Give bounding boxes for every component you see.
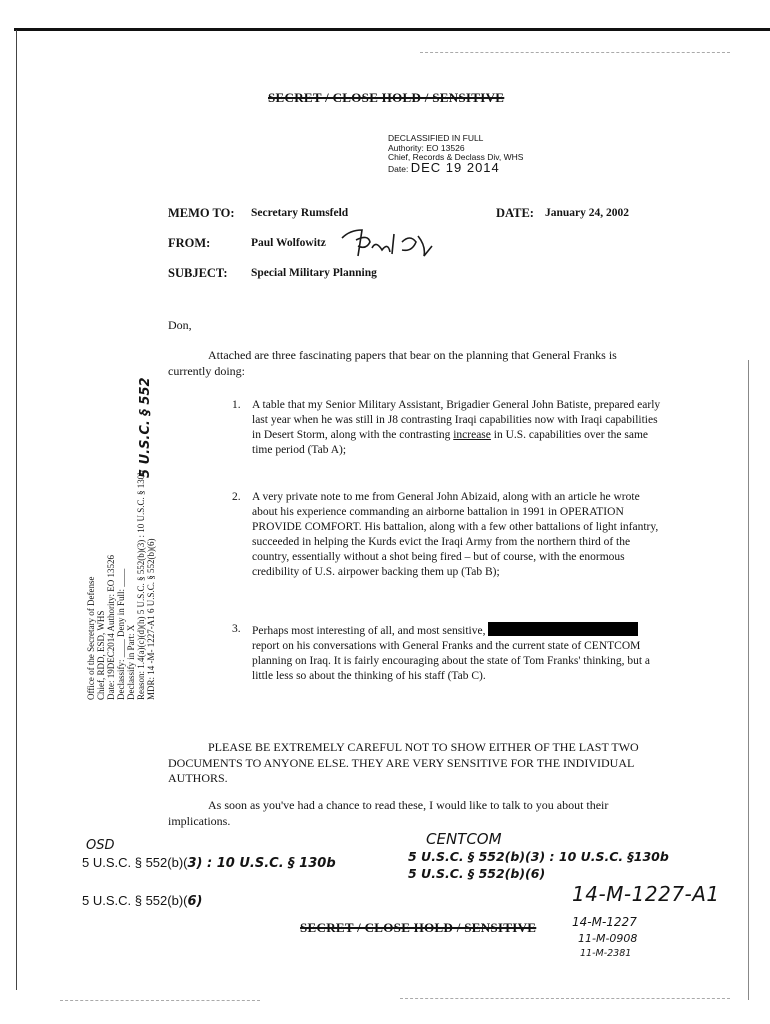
salutation: Don, xyxy=(168,318,192,332)
underlined-word: increase xyxy=(453,429,491,441)
date-value: January 24, 2002 xyxy=(545,207,630,219)
classification-top: SECRET / CLOSE HOLD / SENSITIVE xyxy=(268,90,505,105)
centcom-exemption-2: 5 U.S.C. § 552(b)(6) xyxy=(408,866,546,881)
date-label: DATE: xyxy=(496,206,534,220)
scan-left-border xyxy=(16,30,17,990)
list-number: 2. xyxy=(232,491,241,503)
declass-date-row xyxy=(388,159,523,175)
list-item-3: Perhaps most interesting of all, and most sensitive, report on his conversations with General Franks and the current state of CENTCOM planning on Iraq. It is fairly encouraging about the state of Tom Franks' thinking, but a little less so about the thinking of his staff (Tab C). xyxy=(252,622,662,684)
closing-paragraph: As soon as you've had a chance to read these, I would like to talk to you about their implications. xyxy=(168,798,609,828)
declass-authority: Authority: EO 13526 xyxy=(388,142,465,153)
osd-exemption-1: 5 U.S.C. § 552(b)(3) : 10 U.S.C. § 130b xyxy=(82,855,336,871)
signature-image xyxy=(340,220,440,268)
list-item-1: A table that my Senior Military Assistant, Brigadier General John Batiste, prepared early last year when he was still in J8 contrasting Iraqi capabilities now with Iraqi capabilities in Desert Storm, along with the contrasting increase in U.S. capabilities over the same time period (Tab A); xyxy=(252,399,661,456)
case-number: 14-M-1227-A1 xyxy=(572,882,720,906)
classification-bottom: SECRET / CLOSE HOLD / SENSITIVE xyxy=(300,920,537,935)
from-value: Paul Wolfowitz xyxy=(251,237,326,249)
declass-status: DECLASSIFIED IN FULL xyxy=(388,133,484,143)
reference-number-2: 11-M-0908 xyxy=(578,932,638,945)
declass-date-label: Date: xyxy=(388,163,409,174)
vertical-declass-stamp: Office of the Secretary of Defense Chief, RDD, ESD, WHS Date: 19DEC2014 Authority: EO 13526 Declassify: ____ Deny in Full: ____ Declassify in Part: X Reason: 1.4(a)(c)(d)(h) 5 U.S.C. § 552(b)(3) : 10 U.S.C. § 130b MDR: 14 -M- 1227-A1 6 U.S.C. § 552(b)(6) xyxy=(86,470,156,700)
list-number: 3. xyxy=(232,623,241,635)
centcom-label: CENTCOM xyxy=(426,830,502,848)
intro-paragraph: Attached are three fascinating papers that bear on the planning that General Franks is currently doing: xyxy=(168,348,617,378)
scan-artifact-line xyxy=(400,998,730,1000)
centcom-exemption-1: 5 U.S.C. § 552(b)(3) : 10 U.S.C. §130b xyxy=(408,849,669,864)
declass-date-value: DEC 19 2014 xyxy=(410,159,500,175)
reference-number-1: 14-M-1227 xyxy=(572,915,637,929)
vertical-handwritten-note: 5 U.S.C. § 552 xyxy=(138,377,153,478)
list-number: 1. xyxy=(232,399,241,411)
warning-paragraph: PLEASE BE EXTREMELY CAREFUL NOT TO SHOW EITHER OF THE LAST TWO DOCUMENTS TO ANYONE ELSE. THEY ARE VERY SENSITIVE FOR THE INDIVIDUAL AUTHORS. xyxy=(168,740,639,785)
redaction-block xyxy=(488,622,638,636)
osd-exemption-2: 5 U.S.C. § 552(b)(6) xyxy=(82,893,203,909)
scan-top-border xyxy=(14,28,770,31)
declass-office: Chief, Records & Declass Div, WHS xyxy=(388,152,524,162)
subject-value: Special Military Planning xyxy=(251,267,377,279)
from-label: FROM: xyxy=(168,236,211,250)
declassification-stamp xyxy=(388,134,523,174)
list-item-2: A very private note to me from General John Abizaid, along with an article he wrote about his experience commanding an airborne battalion in 1991 in OPERATION PROVIDE COMFORT. His battalion, along with a few other battalions of light infantry, succeeded in helping the Kurds evict the Iraqi Army from the northern third of the country, essentially without a shot being fired – but of course, with the enormous credibility of U.S. airpower backing them up (Tab B); xyxy=(252,491,659,578)
scan-artifact-line xyxy=(60,1000,260,1002)
memo-to-value: Secretary Rumsfeld xyxy=(251,207,349,219)
memo-to-label: MEMO TO: xyxy=(168,206,235,220)
reference-number-3: 11-M-2381 xyxy=(580,948,632,959)
subject-label: SUBJECT: xyxy=(168,266,228,280)
scan-right-border xyxy=(748,360,749,1000)
osd-label: OSD xyxy=(86,838,115,853)
scan-artifact-line xyxy=(420,52,730,54)
